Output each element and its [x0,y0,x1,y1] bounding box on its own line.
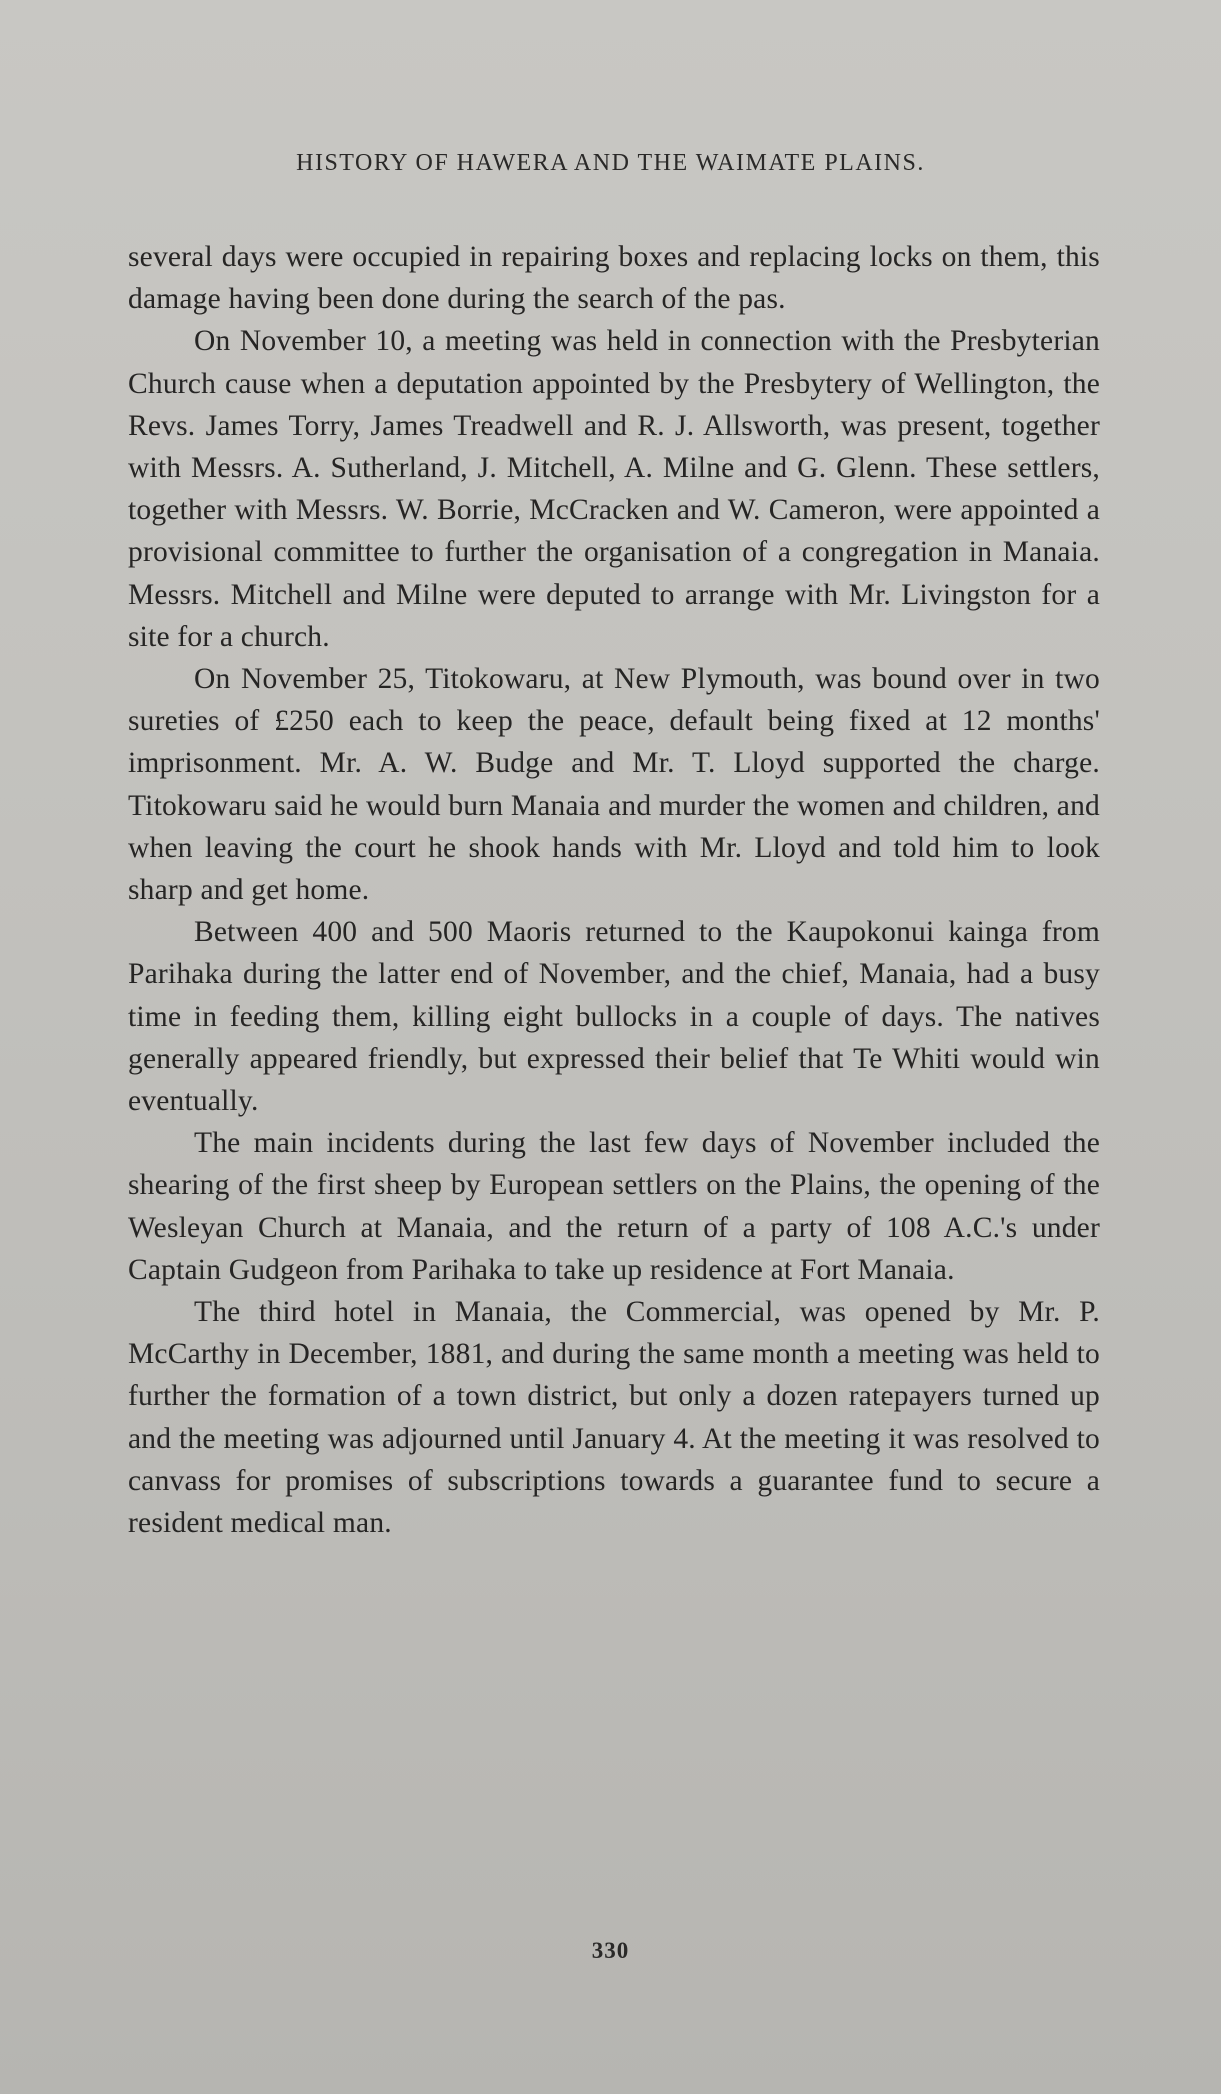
body-text [128,236,1100,1544]
running-head: HISTORY OF HAWERA AND THE WAIMATE PLAINS. [296,150,925,176]
page-number: 330 [591,1938,630,1963]
paragraph-commercial-hotel: The third hotel in Manaia, the Commercial, was opened by Mr. P. McCarthy in December, 1881, and during the same month a meeting was held to further the formation of a town district, but only a dozen ratepayers turned up and the meeting was adjourned until January 4. At the meeting it was resolved to canvass for promises of subscriptions towards a guarantee fund to secure a resident medical man. [128,1296,1100,1540]
paragraph-november-incidents: The main incidents during the last few days of November included the shearing of the first sheep by European settlers on the Plains, the opening of the Wesleyan Church at Manaia, and the return of a party of 108 A.C.'s under Captain Gudgeon from Parihaka to take up residence at Fort Manaia. [128,1127,1100,1286]
paragraph-presbyterian-meeting: On November 10, a meeting was held in connection with the Presbyterian Church cause when a deputation appointed by the Presbytery of Wellington, the Revs. James Torry, James Treadwell and R. J. Allsworth, was present, together with Messrs. A. Sutherland, J. Mitchell, A. Milne and G. Glenn. These settlers, together with Messrs. W. Borrie, McCracken and W. Cameron, were appointed a provisional committee to further the organisation of a congregation in Manaia. Messrs. Mitchell and Milne were deputed to arrange with Mr. Livingston for a site for a church. [128,325,1100,653]
paragraph-titokowaru: On November 25, Titokowaru, at New Plymouth, was bound over in two sureties of £250 each to keep the peace, default being fixed at 12 months' imprisonment. Mr. A. W. Budge and Mr. T. Lloyd supported the charge. Titokowaru said he would burn Manaia and murder the women and children, and when leaving the court he shook hands with Mr. Lloyd and told him to look sharp and get home. [128,663,1100,907]
paragraph-maoris-return: Between 400 and 500 Maoris returned to the Kaupokonui kainga from Parihaka during the latter end of November, and the chief, Manaia, had a busy time in feeding them, killing eight bullocks in a couple of days. The natives generally appeared friendly, but expressed their belief that Te Whiti would win eventually. [128,916,1100,1118]
paragraph-continued: several days were occupied in repairing boxes and replacing locks on them, this damage having been done during the search of the pas. [128,241,1100,316]
